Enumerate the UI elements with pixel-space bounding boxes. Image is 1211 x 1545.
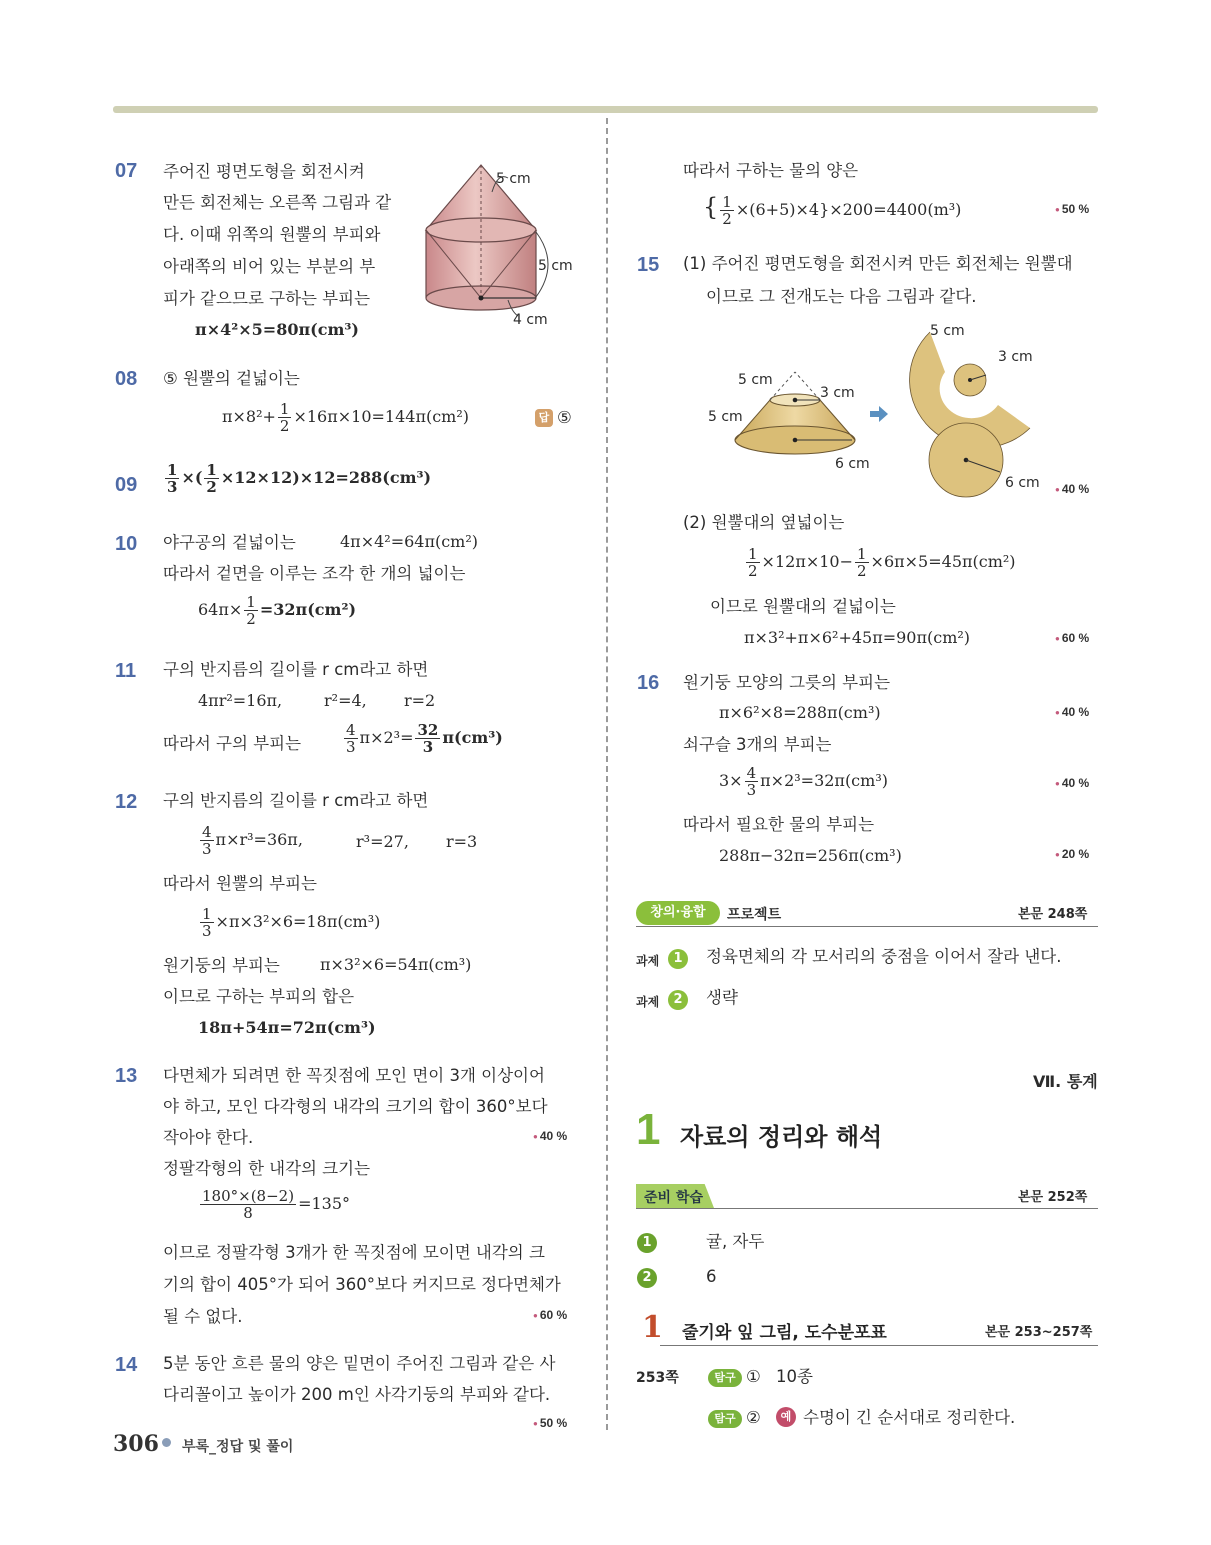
problem-number: 14 xyxy=(115,1354,138,1376)
text-line: 구의 반지름의 길이를 r cm라고 하면 xyxy=(163,660,429,679)
denominator: 3 xyxy=(202,840,212,858)
text-line: 따라서 구하는 물의 양은 xyxy=(683,161,859,180)
formula: 18π+54π=72π(cm³) xyxy=(198,1018,376,1037)
part-heading: Ⅶ. 통계 xyxy=(1033,1072,1098,1091)
formula xyxy=(719,765,888,798)
formula-part: π×r³=36π, xyxy=(215,830,303,849)
denominator: 3 xyxy=(202,922,212,940)
page-reference: 본문 252쪽 xyxy=(1018,1190,1088,1205)
figure-label: 6 cm xyxy=(1005,475,1040,491)
numerator: 32 xyxy=(417,721,439,739)
figure-label: 5 cm xyxy=(738,372,773,388)
text-line: 피가 같으므로 구하는 부피는 xyxy=(163,289,371,308)
numerator: 1 xyxy=(857,545,867,563)
formula: r=2 xyxy=(404,691,436,710)
item-text: 10종 xyxy=(776,1367,813,1386)
text-line: 따라서 겉면을 이루는 조각 한 개의 넓이는 xyxy=(163,564,466,583)
formula-part: ×12π×10− xyxy=(761,552,853,571)
numerator: 4 xyxy=(746,764,757,782)
text-line: 이므로 그 전개도는 다음 그림과 같다. xyxy=(706,287,977,306)
fraction xyxy=(415,722,440,755)
formula-part: ×π×3²×6=18π(cm³) xyxy=(215,912,381,931)
denominator: 3 xyxy=(422,738,434,756)
lesson-number: 1 xyxy=(642,1310,663,1345)
formula-part: ×( xyxy=(181,468,203,487)
formula-part: =135° xyxy=(298,1194,351,1213)
fraction xyxy=(745,765,759,798)
problem-number: 11 xyxy=(115,660,137,682)
chapter-number: 1 xyxy=(636,1105,661,1154)
project-badge: 창의·융합 xyxy=(636,901,720,925)
fraction xyxy=(200,906,214,939)
explore-number: ① xyxy=(746,1367,761,1386)
denominator: 3 xyxy=(167,478,178,496)
formula: r³=27, xyxy=(356,832,409,851)
text-line: 야 하고, 모인 다각형의 내각의 크기의 합이 360°보다 xyxy=(163,1097,548,1116)
score-percent: ● 20 % xyxy=(1055,847,1089,861)
formula-part: π×8²+ xyxy=(222,407,276,426)
formula xyxy=(198,906,380,939)
formula: r=3 xyxy=(446,832,478,851)
footer-dot xyxy=(162,1438,171,1447)
column-divider xyxy=(606,118,608,1430)
section-rule xyxy=(660,1345,1098,1346)
numerator: 1 xyxy=(748,545,758,563)
text-line: 다리꼴이고 높이가 200 m인 사각기둥의 부피와 같다. xyxy=(163,1385,551,1404)
explore-number: ② xyxy=(746,1408,761,1427)
formula: π×3²+π×6²+45π=90π(cm²) xyxy=(744,628,971,647)
formula-part: ×6π×5=45π(cm²) xyxy=(870,552,1016,571)
formula xyxy=(703,193,961,227)
formula: π×6²×8=288π(cm³) xyxy=(719,703,881,722)
formula: π×3²×6=54π(cm³) xyxy=(320,955,472,974)
text-line: 쇠구슬 3개의 부피는 xyxy=(683,735,832,754)
text-line: 작아야 한다. xyxy=(163,1128,254,1147)
numerator: 4 xyxy=(202,823,212,841)
item-number: 2 xyxy=(637,1266,657,1288)
numerator: 1 xyxy=(246,593,256,611)
explore-badge: 탐구 xyxy=(708,1410,742,1428)
text-line: (2) 원뿔대의 옆넓이는 xyxy=(683,513,845,532)
formula: π×4²×5=80π(cm³) xyxy=(195,320,359,339)
problem-number: 09 xyxy=(115,474,138,496)
denominator: 3 xyxy=(346,738,356,756)
formula-part: { xyxy=(703,193,719,221)
numerator: 1 xyxy=(206,461,217,479)
formula-part: 3× xyxy=(719,771,743,790)
numerator: 180°×(8−2) xyxy=(202,1187,295,1205)
task-label: 과제 xyxy=(636,995,660,1009)
figure-label: 5 cm xyxy=(538,258,573,274)
text-line: 될 수 없다. xyxy=(163,1307,243,1326)
text-line: 이므로 원뿔대의 겉넓이는 xyxy=(710,597,896,616)
explore-badge: 탐구 xyxy=(708,1369,742,1387)
footer-label: 부록_정답 및 풀이 xyxy=(182,1439,294,1455)
problem-number: 13 xyxy=(115,1065,138,1087)
text-line: 만든 회전체는 오른쪽 그림과 같 xyxy=(163,193,392,212)
text-line: 주어진 평면도형을 회전시켜 xyxy=(163,162,365,181)
fraction xyxy=(746,546,760,579)
denominator: 2 xyxy=(206,478,217,496)
denominator: 2 xyxy=(246,610,256,628)
text-line: 원기둥 모양의 그릇의 부피는 xyxy=(683,673,891,692)
formula xyxy=(198,1188,350,1221)
chapter-title: 자료의 정리와 해석 xyxy=(680,1123,883,1151)
formula-part: π×2³=32π(cm³) xyxy=(760,771,888,790)
numerator: 4 xyxy=(346,721,356,739)
problem-number: 07 xyxy=(115,160,138,182)
score-percent: ● 40 % xyxy=(1055,482,1089,496)
problem-number: 12 xyxy=(115,791,138,813)
formula: 288π−32π=256π(cm³) xyxy=(719,846,902,865)
problem-number: 15 xyxy=(637,254,660,276)
denominator: 3 xyxy=(746,781,757,799)
formula xyxy=(744,546,1016,579)
formula-part: =32π(cm²) xyxy=(259,600,357,619)
text-line: 이므로 정팔각형 3개가 한 꼭짓점에 모이면 내각의 크 xyxy=(163,1243,545,1262)
project-title: 프로젝트 xyxy=(727,907,782,923)
formula xyxy=(222,401,469,434)
page-label: 253쪽 xyxy=(636,1370,679,1386)
numerator: 1 xyxy=(202,905,212,923)
formula-part: π(cm³) xyxy=(442,728,503,747)
item-text: 6 xyxy=(706,1267,717,1286)
item-text: 귤, 자두 xyxy=(706,1232,765,1251)
score-percent: ● 50 % xyxy=(533,1416,567,1430)
denominator: 8 xyxy=(243,1204,253,1222)
text-line: 따라서 필요한 물의 부피는 xyxy=(683,815,875,834)
figure-label: 5 cm xyxy=(496,171,531,187)
fraction xyxy=(204,462,218,495)
fraction xyxy=(200,1188,296,1221)
figure-label: 5 cm xyxy=(930,323,965,339)
item-text: 수명이 긴 순서대로 정리한다. xyxy=(803,1408,1016,1427)
task-number: 1 xyxy=(668,947,688,969)
answer-value: ⑤ xyxy=(557,408,572,427)
numerator: 1 xyxy=(167,461,178,479)
formula-part: ×12×12)×12=288(cm³) xyxy=(220,468,432,487)
top-rule xyxy=(113,106,1098,113)
item-number: 1 xyxy=(637,1231,657,1253)
task-text: 생략 xyxy=(706,988,738,1007)
text-line: 따라서 구의 부피는 xyxy=(163,734,302,753)
page-number: 306 xyxy=(113,1431,159,1457)
fraction xyxy=(344,722,358,755)
task-label: 과제 xyxy=(636,954,660,968)
numerator: 1 xyxy=(722,193,732,211)
denominator: 2 xyxy=(857,562,867,580)
text-line: 다면체가 되려면 한 꼭짓점에 모인 면이 3개 이상이어 xyxy=(163,1066,545,1085)
formula-part: ×16π×10=144π(cm²) xyxy=(293,407,470,426)
denominator: 2 xyxy=(279,417,290,435)
task-number: 2 xyxy=(668,988,688,1010)
section-rule xyxy=(636,926,1098,927)
figure-label: 3 cm xyxy=(998,349,1033,365)
figure-label: 3 cm xyxy=(820,385,855,401)
fraction xyxy=(855,546,869,579)
fraction xyxy=(200,824,214,857)
text-line: 아래쪽의 비어 있는 부분의 부 xyxy=(163,257,376,276)
problem-number: 10 xyxy=(115,533,138,555)
text-line: 원기둥의 부피는 xyxy=(163,956,280,975)
answer-badge: 답 xyxy=(535,409,553,427)
formula: 4πr²=16π, xyxy=(198,691,283,710)
score-percent: ● 40 % xyxy=(1055,776,1089,790)
formula xyxy=(198,824,303,857)
score-percent: ● 60 % xyxy=(1055,631,1089,645)
text-line: 5분 동안 흐른 물의 양은 밑면이 주어진 그림과 같은 사 xyxy=(163,1354,556,1373)
problem-number: 08 xyxy=(115,368,138,390)
prep-badge: 준비 학습 xyxy=(644,1190,703,1206)
formula-part: ×(6+5)×4}×200=4400(m³) xyxy=(735,200,962,219)
page-reference: 본문 248쪽 xyxy=(1018,907,1088,922)
denominator: 2 xyxy=(748,562,758,580)
fraction xyxy=(165,462,179,495)
text-line: 구의 반지름의 길이를 r cm라고 하면 xyxy=(163,791,429,810)
task-text: 정육면체의 각 모서리의 중점을 이어서 잘라 낸다. xyxy=(706,947,1062,966)
formula xyxy=(198,594,356,627)
lesson-title: 줄기와 잎 그림, 도수분포표 xyxy=(682,1323,887,1343)
page-reference: 본문 253~257쪽 xyxy=(985,1325,1093,1340)
fraction xyxy=(244,594,258,627)
figure-label: 6 cm xyxy=(835,456,870,472)
formula: r²=4, xyxy=(324,691,367,710)
text-line: 따라서 원뿔의 부피는 xyxy=(163,874,317,893)
formula-part: 64π× xyxy=(198,600,243,619)
text-line: 다. 이때 위쪽의 원뿔의 부피와 xyxy=(163,225,381,244)
formula-part: π×2³= xyxy=(359,728,414,747)
formula: 4π×4²=64π(cm²) xyxy=(340,532,479,551)
denominator: 2 xyxy=(722,210,732,228)
text-line: 이므로 구하는 부피의 합은 xyxy=(163,987,355,1006)
text-line: (1) 주어진 평면도형을 회전시켜 만든 회전체는 원뿔대 xyxy=(683,254,1073,273)
text-line: 기의 합이 405°가 되어 360°보다 커지므로 정다면체가 xyxy=(163,1275,561,1294)
figure-label: 5 cm xyxy=(708,409,743,425)
score-percent: ● 50 % xyxy=(1055,202,1089,216)
text-line: 정팔각형의 한 내각의 크기는 xyxy=(163,1159,371,1178)
numerator: 1 xyxy=(279,400,290,418)
text-line: ⑤ 원뿔의 겉넓이는 xyxy=(163,369,300,388)
score-percent: ● 60 % xyxy=(533,1308,567,1322)
figure-label: 4 cm xyxy=(513,312,548,328)
example-badge: 예 xyxy=(776,1407,796,1427)
arrow-right-icon xyxy=(868,404,890,424)
score-percent: ● 40 % xyxy=(533,1129,567,1143)
score-percent: ● 40 % xyxy=(1055,705,1089,719)
text-line: 야구공의 겉넓이는 xyxy=(163,533,296,552)
formula xyxy=(163,462,431,495)
formula xyxy=(342,722,503,755)
section-rule xyxy=(636,1208,1098,1209)
fraction xyxy=(278,401,292,434)
problem-number: 16 xyxy=(637,672,660,694)
fraction xyxy=(720,194,734,227)
